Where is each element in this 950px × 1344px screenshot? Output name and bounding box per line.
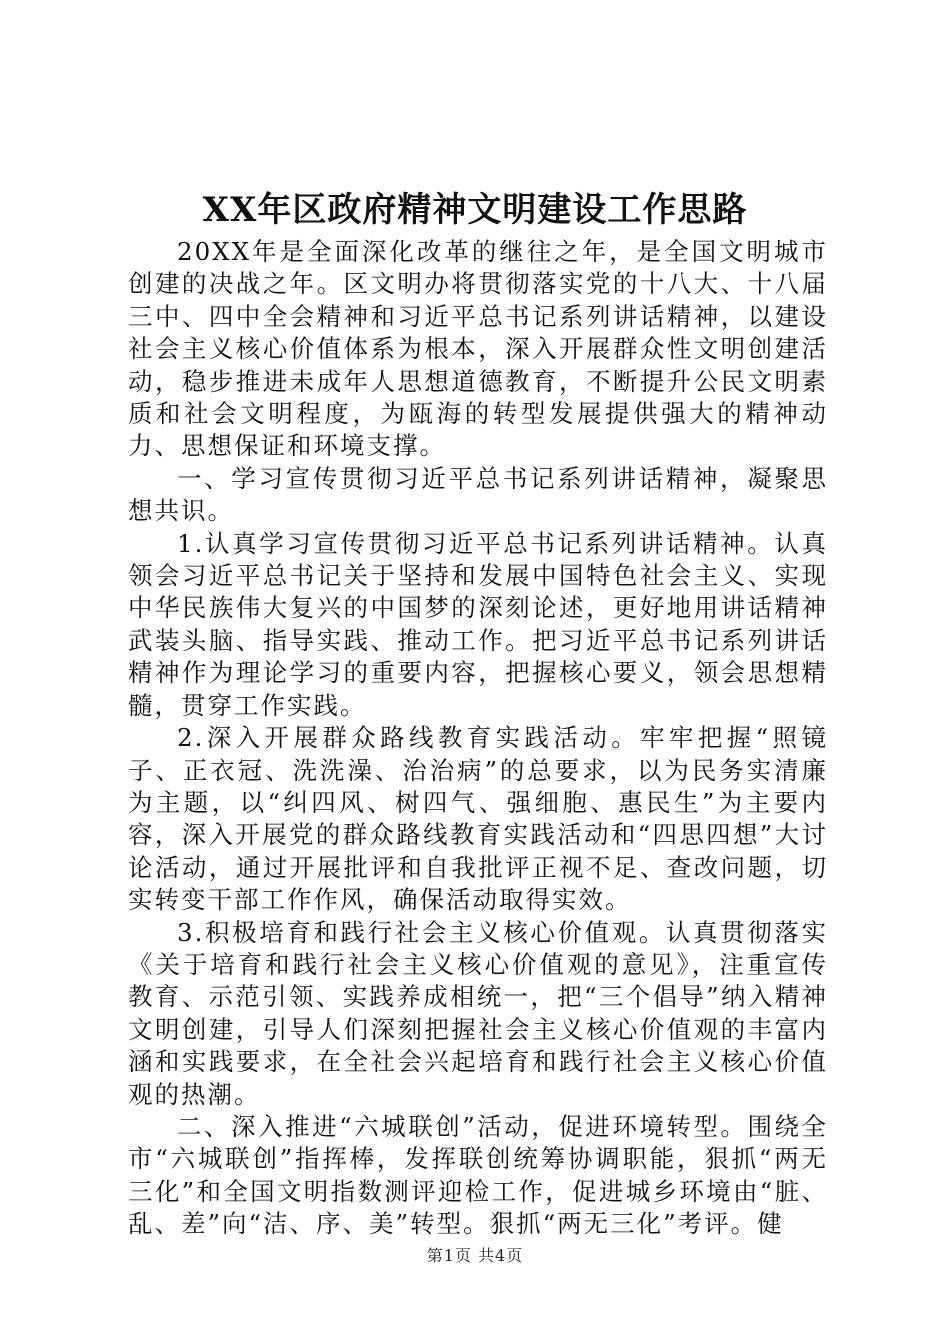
- paragraph-item-3: 3.积极培育和践行社会主义核心价值观。认真贯彻落实《关于培育和践行社会主义核心价值观的意见》，注重宣传教育、示范引领、实践养成相统一，把“三个倡导”纳入精神文明创建，引导人们深刻把握社会主义核心价值观的丰富内涵和实践要求，在全社会兴起培育和践行社会主义核心价值观的热潮。: [128, 917, 828, 1109]
- document-body: [128, 236, 828, 1241]
- document-title: XX年区政府精神文明建设工作思路: [202, 190, 748, 230]
- paragraph-section-1-heading: 一、学习宣传贯彻习近平总书记系列讲话精神，凝聚思想共识。: [128, 463, 828, 526]
- paragraph-item-1: 1.认真学习宣传贯彻习近平总书记系列讲话精神。认真领会习近平总书记关于坚持和发展中国特色社会主义、实现中华民族伟大复兴的中国梦的深刻论述，更好地用讲话精神武装头脑、指导实践、推动工作。把习近平总书记系列讲话精神作为理论学习的重要内容，把握核心要义，领会思想精髓，贯穿工作实践。: [128, 528, 828, 720]
- paragraph-intro: 20XX年是全面深化改革的继往之年，是全国文明城市创建的决战之年。区文明办将贯彻落实党的十八大、十八届三中、四中全会精神和习近平总书记系列讲话精神，以建设社会主义核心价值体系为根本，深入开展群众性文明创建活动，稳步推进未成年人思想道德教育，不断提升公民文明素质和社会文明程度，为瓯海的转型发展提供强大的精神动力、思想保证和环境支撑。: [128, 237, 828, 461]
- paragraph-item-2: 2.深入开展群众路线教育实践活动。牢牢把握“照镜子、正衣冠、洗洗澡、治治病”的总要求，以为民务实清廉为主题，以“纠四风、树四气、强细胞、惠民生”为主要内容，深入开展党的群众路线教育实践活动和“四思四想”大讨论活动，通过开展批评和自我批评正视不足、查改问题，切实转变干部工作作风，确保活动取得实效。: [128, 723, 828, 915]
- paragraph-section-2: 二、深入推进“六城联创”活动，促进环境转型。围绕全市“六城联创”指挥棒，发挥联创统筹协调职能，狠抓“两无三化”和全国文明指数测评迎检工作，促进城乡环境由“脏、乱、差”向“洁、序、美”转型。狠抓“两无三化”考评。健: [128, 1111, 828, 1239]
- page-footer: 第1页 共4页: [426, 1246, 524, 1265]
